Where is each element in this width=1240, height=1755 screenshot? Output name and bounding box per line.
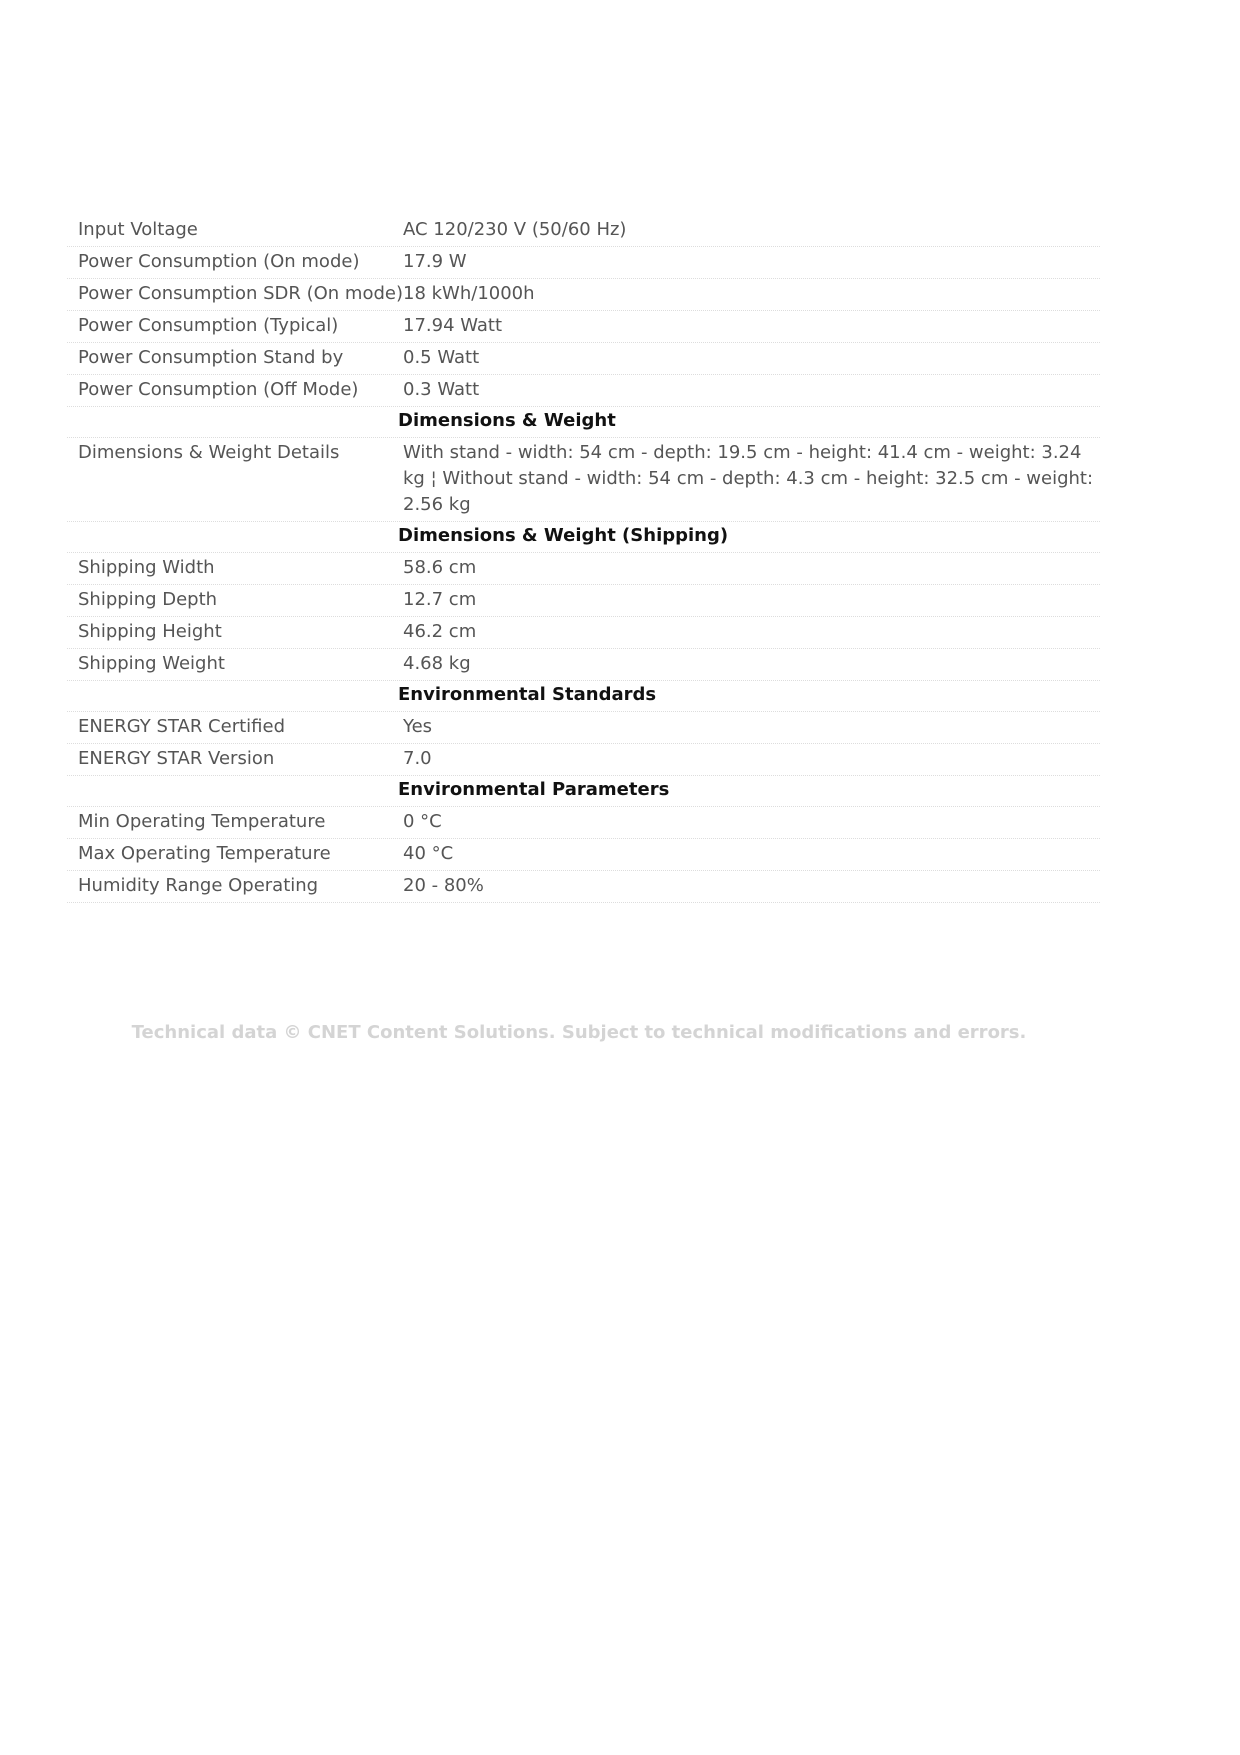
spec-value: Yes [403,716,433,737]
spec-label: Humidity Range Operating [78,875,319,896]
spec-value: 20 - 80% [403,875,484,896]
spec-row-shipping-width [67,553,1100,585]
spec-value: 7.0 [403,748,432,769]
spec-label: Power Consumption (On mode) [78,251,360,272]
spec-value: 40 °C [403,843,454,864]
spec-row-max-operating-temperature [67,839,1100,871]
spec-label: Shipping Width [78,557,215,578]
spec-label: Power Consumption (Off Mode) [78,379,359,400]
spec-row-energy-star-certified [67,712,1100,744]
spec-row-power-consumption-typical [67,311,1100,343]
spec-value: 4.68 kg [403,653,471,674]
spec-label: Shipping Height [78,621,222,642]
spec-label: Power Consumption Stand by [78,347,344,368]
spec-label: Max Operating Temperature [78,843,331,864]
spec-row-shipping-depth [67,585,1100,617]
copyright-footer: Technical data © CNET Content Solutions. Subject to technical modifications and errors. [131,1022,1027,1043]
spec-value: AC 120/230 V (50/60 Hz) [403,219,627,240]
spec-value: 0.5 Watt [403,347,480,368]
spec-row-min-operating-temperature [67,807,1100,839]
spec-value: 12.7 cm [403,589,477,610]
spec-row-humidity-range-operating [67,871,1100,903]
section-heading-environmental-parameters: Environmental Parameters [67,776,1100,807]
spec-row-shipping-height [67,617,1100,649]
spec-label: Min Operating Temperature [78,811,326,832]
spec-value: 18 kWh/1000h [403,283,535,304]
spec-row-power-consumption-off-mode [67,375,1100,407]
spec-label: Shipping Depth [78,589,218,610]
spec-row-dimensions-weight-details [67,438,1100,522]
spec-value: With stand - width: 54 cm - depth: 19.5 cm - height: 41.4 cm - weight: 3.24 kg ¦ Without stand - width: 54 cm - depth: 4.3 cm - height: 32.5 cm - weight: 2.56 kg [403,442,1094,515]
section-heading-dimensions-weight: Dimensions & Weight [67,407,1100,438]
spec-label: Dimensions & Weight Details [78,442,340,463]
spec-row-energy-star-version [67,744,1100,776]
spec-row-power-consumption-standby [67,343,1100,375]
spec-value: 17.9 W [403,251,467,272]
spec-label: Input Voltage [78,219,198,240]
section-heading-environmental-standards: Environmental Standards [67,681,1100,712]
spec-value: 0 °C [403,811,442,832]
spec-row-shipping-weight [67,649,1100,681]
spec-label: Power Consumption SDR (On mode) [78,283,403,304]
spec-row-power-consumption-sdr [67,279,1100,311]
spec-label: Shipping Weight [78,653,225,674]
spec-value: 17.94 Watt [403,315,503,336]
spec-value: 46.2 cm [403,621,477,642]
spec-label: ENERGY STAR Version [78,748,275,769]
spec-row-power-consumption-on-mode [67,247,1100,279]
spec-label: Power Consumption (Typical) [78,315,339,336]
spec-table [67,215,1100,903]
section-heading-dimensions-weight-shipping: Dimensions & Weight (Shipping) [67,522,1100,553]
spec-value: 0.3 Watt [403,379,480,400]
spec-row-input-voltage [67,215,1100,247]
spec-value: 58.6 cm [403,557,477,578]
spec-label: ENERGY STAR Certified [78,716,285,737]
